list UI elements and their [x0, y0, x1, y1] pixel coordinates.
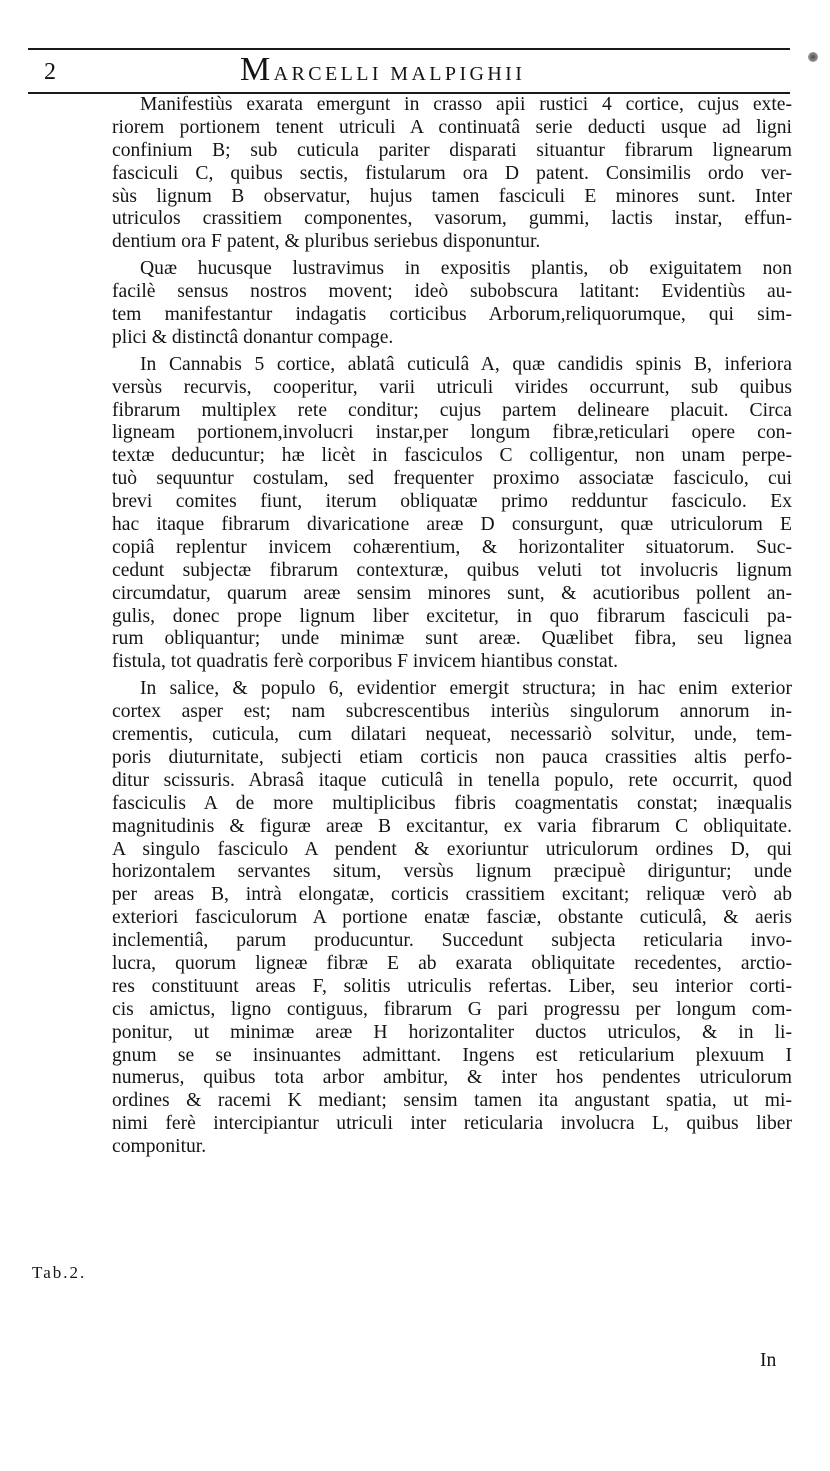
text-line: tuò sequuntur costulam, sed frequenter proximo associatæ fasciculo, cui — [112, 468, 792, 490]
text-line: componitur. — [112, 1136, 207, 1158]
page-number: 2 — [44, 59, 56, 85]
text-line: nimi ferè intercipiantur utriculi inter reticularia involucra L, quibus liber — [112, 1113, 792, 1135]
text-line: ordines & racemi K mediant; sensim tamen ita angustant spatia, ut mi- — [112, 1090, 792, 1112]
text-line: exteriori fasciculorum A portione enatæ fasciæ, obstante cuticulâ, & aeris — [112, 907, 792, 929]
text-line: sùs lignum B observatur, hujus tamen fasciculi E minores sunt. Inter — [112, 185, 792, 207]
text-line: A singulo fasciculo A pendent & exoriuntur utriculorum ordines D, qui — [112, 838, 792, 860]
text-line: lucra, quorum ligneæ fibræ E ab exarata obliquitate recedentes, arctio- — [112, 952, 792, 974]
text-line: per areas B, intrà elongatæ, corticis crassitiem excitant; reliquæ verò ab — [112, 884, 792, 906]
text-line: cortex asper est; nam subcrescentibus interiùs singulorum annorum in- — [112, 701, 792, 723]
text-line: fasciculis A de more multiplicibus fibris coagmentatis constat; inæqualis — [112, 792, 792, 814]
text-line: tem manifestantur indagatis corticibus Arborum,reliquorumque, qui sim- — [112, 304, 792, 326]
margin-note-table-ref: Tab.2. — [32, 1263, 87, 1282]
text-line: fistula, tot quadratis ferè corporibus F invicem hiantibus constat. — [112, 651, 619, 673]
text-line: horizontalem servantes situm, versùs lignum præcipuè diriguntur; unde — [112, 861, 792, 883]
text-line: crementis, cuticula, cum dilatari nequeat, necessariò solvitur, unde, tem- — [112, 724, 792, 746]
text-line: copiâ replentur invicem cohærentium, & horizontaliter situatorum. Suc- — [112, 536, 792, 558]
text-line: riorem portionem tenent utriculi A continuatâ serie deducti usque ad ligni — [112, 116, 792, 138]
body-text — [112, 94, 792, 1159]
text-line: fibrarum multiplex rete conditur; cujus partem delineare placuit. Circa — [112, 399, 792, 421]
text-line: poris diuturnitate, subjecti etiam corticis non pauca crassities altis perfo- — [112, 746, 792, 768]
paragraph — [112, 354, 792, 674]
text-line: cis amictus, ligno contiguus, fibrarum G pari progressu per longum com- — [112, 998, 792, 1020]
text-line: gnum se se insinuantes admittant. Ingens est reticularium plexuum I — [112, 1044, 792, 1066]
text-line: rum obliquantur; unde minimæ sunt areæ. Quælibet fibra, seu lignea — [112, 628, 792, 650]
text-line: circumdatur, quarum areæ sensim minores sunt, & acutioribus pollent an- — [112, 582, 792, 604]
text-line: dentium ora F patent, & pluribus seriebus disponuntur. — [112, 231, 541, 253]
text-line: plici & distinctâ donantur compage. — [112, 326, 394, 348]
running-head: MARCELLI MALPIGHII — [240, 51, 526, 88]
paragraph — [112, 678, 792, 1159]
text-line: utriculos crassitiem componentes, vasorum, gummi, lactis instar, effun- — [112, 208, 792, 230]
text-line: inclementiâ, parum producuntur. Succedunt subjecta reticularia invo- — [112, 930, 792, 952]
text-line: fasciculi C, quibus sectis, fistularum ora D patent. Consimilis ordo ver- — [112, 162, 792, 184]
text-line: numerus, quibus tota arbor ambitur, & inter hos pendentes utriculorum — [112, 1067, 792, 1089]
text-line: gulis, donec prope lignum liber excitetur, in quo fibrarum fasciculi pa- — [112, 605, 792, 627]
text-line: textæ deducuntur; hæ licèt in fasciculos C colligentur, non unam perpe- — [112, 445, 792, 467]
ink-spot-mark — [808, 52, 818, 62]
text-line: cedunt subjectæ fibrarum contexturæ, quibus veluti tot involucris lignum — [112, 559, 792, 581]
text-line: facilè sensus nostros movent; ideò subobscura latitant: Evidentiùs au- — [112, 281, 792, 303]
text-line: ligneam portionem,involucri instar,per longum fibræ,reticulari opere con- — [112, 422, 792, 444]
text-line: versùs recurvis, cooperitur, varii utriculi virides occurrunt, sub quibus — [112, 376, 792, 398]
text-line: In Cannabis 5 cortice, ablatâ cuticulâ A, quæ candidis spinis B, inferiora — [140, 353, 792, 375]
text-line: confinium B; sub cuticula pariter disparati situantur fibrarum lignearum — [112, 139, 792, 161]
text-line: magnitudinis & figuræ areæ B excitantur, ex varia fibrarum C obliquitate. — [112, 815, 792, 837]
text-line: hac itaque fibrarum divaricatione areæ D consurgunt, quæ utriculorum E — [112, 514, 792, 536]
text-line: Manifestiùs exarata emergunt in crasso apii rustici 4 cortice, cujus exte- — [140, 94, 792, 115]
text-line: In salice, & populo 6, evidentior emergit structura; in hac enim exterior — [140, 678, 792, 700]
text-line: ponitur, ut minimæ areæ H horizontaliter ductos utriculos, & in li- — [112, 1021, 792, 1043]
paragraph — [112, 258, 792, 350]
catchword: In — [760, 1350, 777, 1371]
text-line: Quæ hucusque lustravimus in expositis plantis, ob exiguitatem non — [140, 258, 792, 280]
text-line: res constituunt areas F, solitis utriculis refertas. Liber, seu interior corti- — [112, 975, 792, 997]
paragraph — [112, 94, 792, 254]
text-line: ditur scissuris. Abrasâ itaque cuticulâ in tenella populo, rete occurrit, quod — [112, 769, 792, 791]
text-line: brevi comites fiunt, iterum obliquatæ primo redduntur fasciculo. Ex — [112, 491, 792, 513]
